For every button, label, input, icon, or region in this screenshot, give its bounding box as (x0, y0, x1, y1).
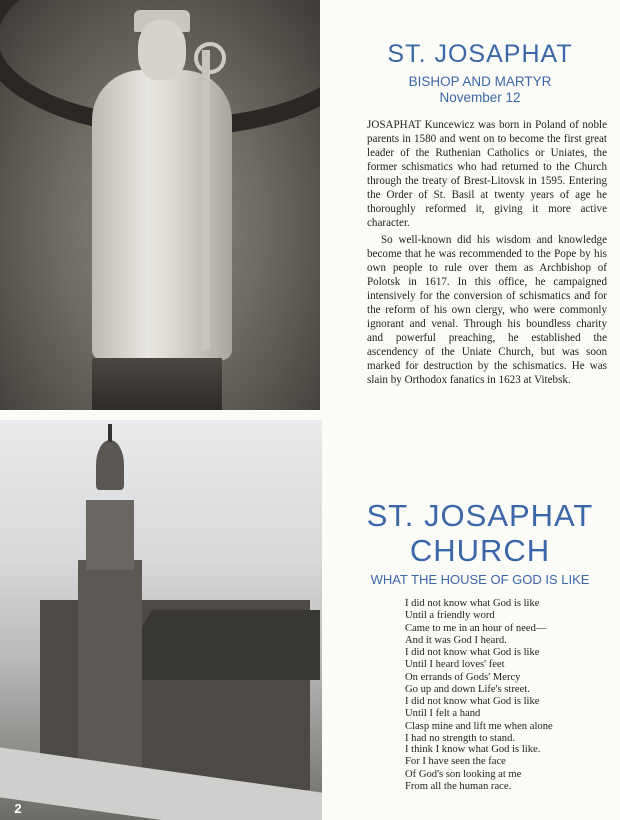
poem-line: For I have seen the face (405, 756, 506, 768)
statue-body (92, 70, 232, 360)
saint-subtitle: BISHOP AND MARTYR (408, 74, 552, 89)
poem-line: Came to me in an hour of need— (405, 622, 547, 634)
cross-icon (108, 424, 112, 442)
biography-paragraph: JOSAPHAT Kuncewicz was born in Poland of noble parents in 1580 and went on to become the first great leader of the Ruthenian Catholics or Uniates, the former schismatics who had returned to the Church through the treaty of Brest-Litovsk in 1595. Entering the Order of St. Basil at twenty years of age he thoroughly reformed it, giving it more active character. (367, 119, 607, 229)
poem-line: I think I know what God is like. (405, 744, 541, 755)
statue-photo (0, 0, 320, 410)
poem-line: I did not know what God is like (405, 598, 540, 609)
crozier-top (194, 42, 226, 74)
poem-line: From all the human race. (405, 780, 512, 792)
poem-stanza (405, 744, 615, 793)
statue-pedestal (92, 358, 222, 410)
poem-title: WHAT THE HOUSE OF GOD IS LIKE (370, 572, 590, 587)
church-title: ST. JOSAPHAT (366, 498, 594, 533)
poem-line: And it was God I heard. (405, 634, 507, 646)
poem-stanza (405, 696, 615, 745)
poem-line: I did not know what God is like (405, 647, 540, 658)
poem-line: Of God's son looking at me (405, 768, 522, 780)
poem-line: Until a friendly word (405, 610, 495, 622)
statue-head (138, 20, 186, 80)
church-belfry (86, 500, 134, 570)
poem-line: I had no strength to stand. (405, 732, 516, 744)
poem-line: I did not know what God is like (405, 696, 540, 707)
poem-line: Until I felt a hand (405, 708, 481, 720)
feast-date: November 12 (439, 90, 521, 105)
church-photo (0, 420, 322, 820)
poem-line: Until I heard loves' feet (405, 659, 505, 671)
poem-line: Go up and down Life's street. (405, 683, 530, 695)
poem-line: On errands of Gods' Mercy (405, 671, 521, 683)
crozier-staff (202, 50, 210, 350)
church-tower (78, 560, 142, 790)
poem-stanza (405, 598, 615, 647)
biography-paragraph: So well-known did his wisdom and knowledge become that he was recommended to the Pope by his own people to rule over them as Archbishop of Polotsk in 1617. In this office, he campaigned intensively for the conversion of schismatics and for the reform of his own clergy, who were commonly ignorant and venal. Through his boundless charity and powerful preaching, he established the ascendency of the Uniate Church, but was soon marked for destruction by the schismatics. He was slain by Orthodox fanatics in 1623 at Vitebsk. (367, 234, 607, 386)
page-number: 2 (14, 801, 22, 816)
poem-stanza (405, 647, 615, 696)
poem-line: Clasp mine and lift me when alone (405, 720, 553, 732)
church-dome (96, 440, 124, 490)
church-title: CHURCH (409, 533, 551, 568)
saint-title: ST. JOSAPHAT (387, 40, 573, 68)
